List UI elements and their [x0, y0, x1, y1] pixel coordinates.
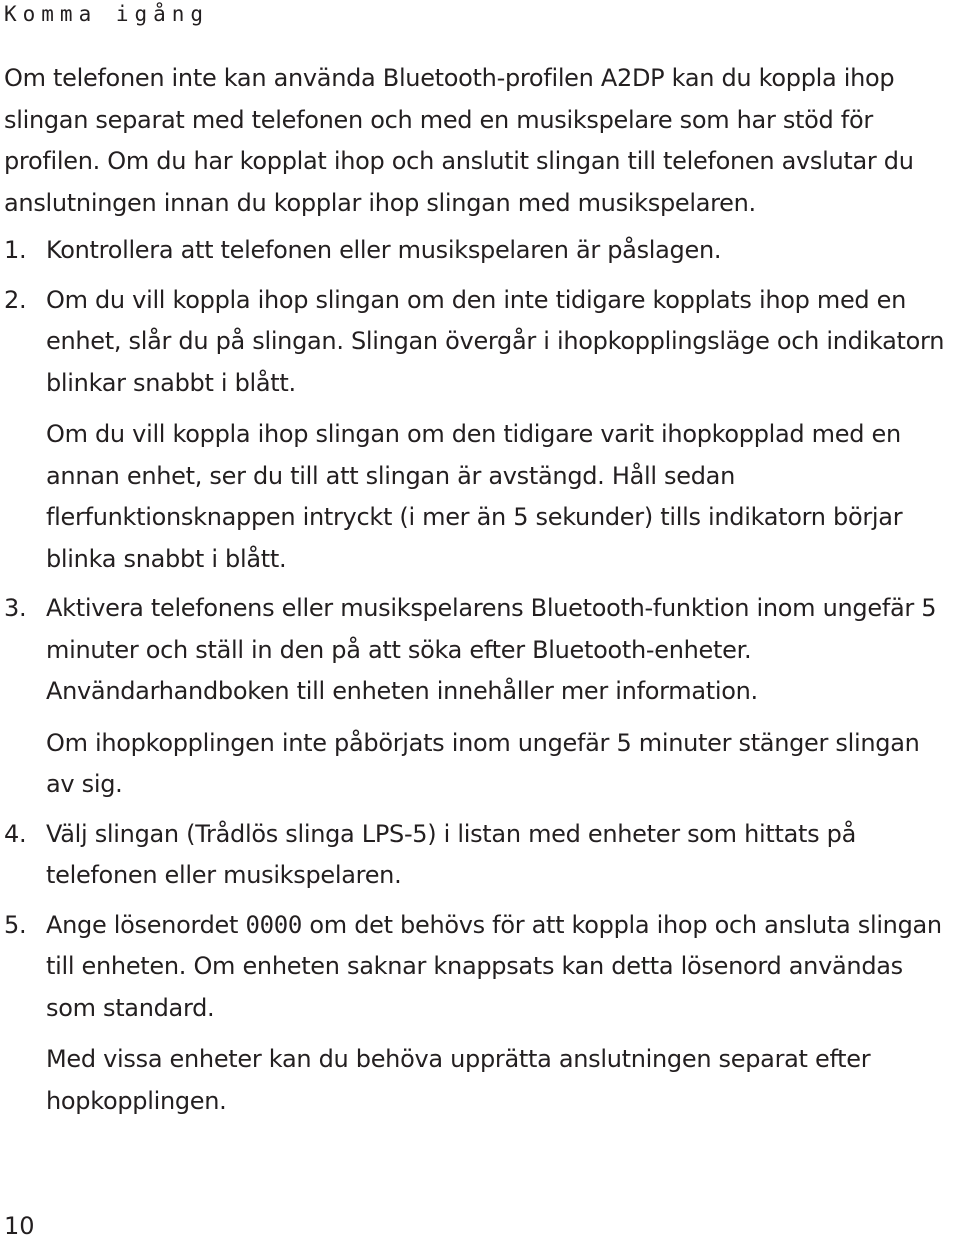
step-item [4, 905, 954, 1123]
step-item [4, 814, 954, 897]
step-text: Ange lösenordet [46, 910, 246, 939]
step-paragraph: Välj slingan (Trådlös slinga LPS-5) i listan med enheter som hittats på telefonen eller musikspelaren. [46, 819, 856, 889]
step-item [4, 588, 954, 806]
step-number: 1. [4, 236, 27, 264]
step-item [4, 230, 954, 272]
section-header: Komma igång [4, 2, 210, 26]
step-paragraph: Kontrollera att telefonen eller musikspelaren är påslagen. [46, 236, 722, 264]
step-body [46, 814, 954, 897]
step-number: 2. [4, 285, 27, 314]
step-paragraph: Om du vill koppla ihop slingan om den inte tidigare kopplats ihop med en enhet, slår du på slingan. Slingan övergår i ihopkopplingsläge och indikatorn blinkar snabbt i blått. [46, 285, 945, 397]
step-body [46, 230, 954, 272]
step-paragraph: Om ihopkopplingen inte påbörjats inom ungefär 5 minuter stänger slingan av sig. [46, 728, 920, 798]
page-content [4, 58, 954, 1130]
step-number: 4. [4, 819, 27, 848]
steps-list [4, 230, 954, 1122]
step-number: 5. [4, 910, 27, 939]
step-text: om det behövs för att koppla ihop och ansluta slingan till enheten. Om enheten saknar knappsats kan detta lösenord användas som standard. [46, 910, 942, 1022]
step-paragraph: Aktivera telefonens eller musikspelarens Bluetooth-funktion inom ungefär 5 minuter och ställ in den på att söka efter Bluetooth-enheter. Användarhandboken till enheten innehåller mer information. [46, 594, 937, 705]
intro-paragraph: Om telefonen inte kan använda Bluetooth-profilen A2DP kan du koppla ihop slingan separat med telefonen och med en musikspelare som har stöd för profilen. Om du har kopplat ihop och anslutit slingan till telefonen avslutar du anslutningen innan du kopplar ihop slingan med musikspelaren. [4, 64, 914, 217]
step-body [46, 905, 954, 1123]
page-number: 10 [4, 1212, 35, 1240]
step-paragraph: Med vissa enheter kan du behöva upprätta anslutningen separat efter hopkopplingen. [46, 1045, 871, 1115]
step-body [46, 588, 954, 806]
step-item [4, 280, 954, 581]
step-paragraph: Om du vill koppla ihop slingan om den tidigare varit ihopkopplad med en annan enhet, ser du till att slingan är avstängd. Håll sedan flerfunktionsknappen intryckt (i mer än 5 sekunder) tills indikatorn börjar blinka snabbt i blått. [46, 420, 903, 573]
step-number: 3. [4, 594, 27, 622]
step-body [46, 280, 954, 581]
step-paragraph [46, 905, 954, 1030]
passcode-text: 0000 [245, 910, 303, 939]
